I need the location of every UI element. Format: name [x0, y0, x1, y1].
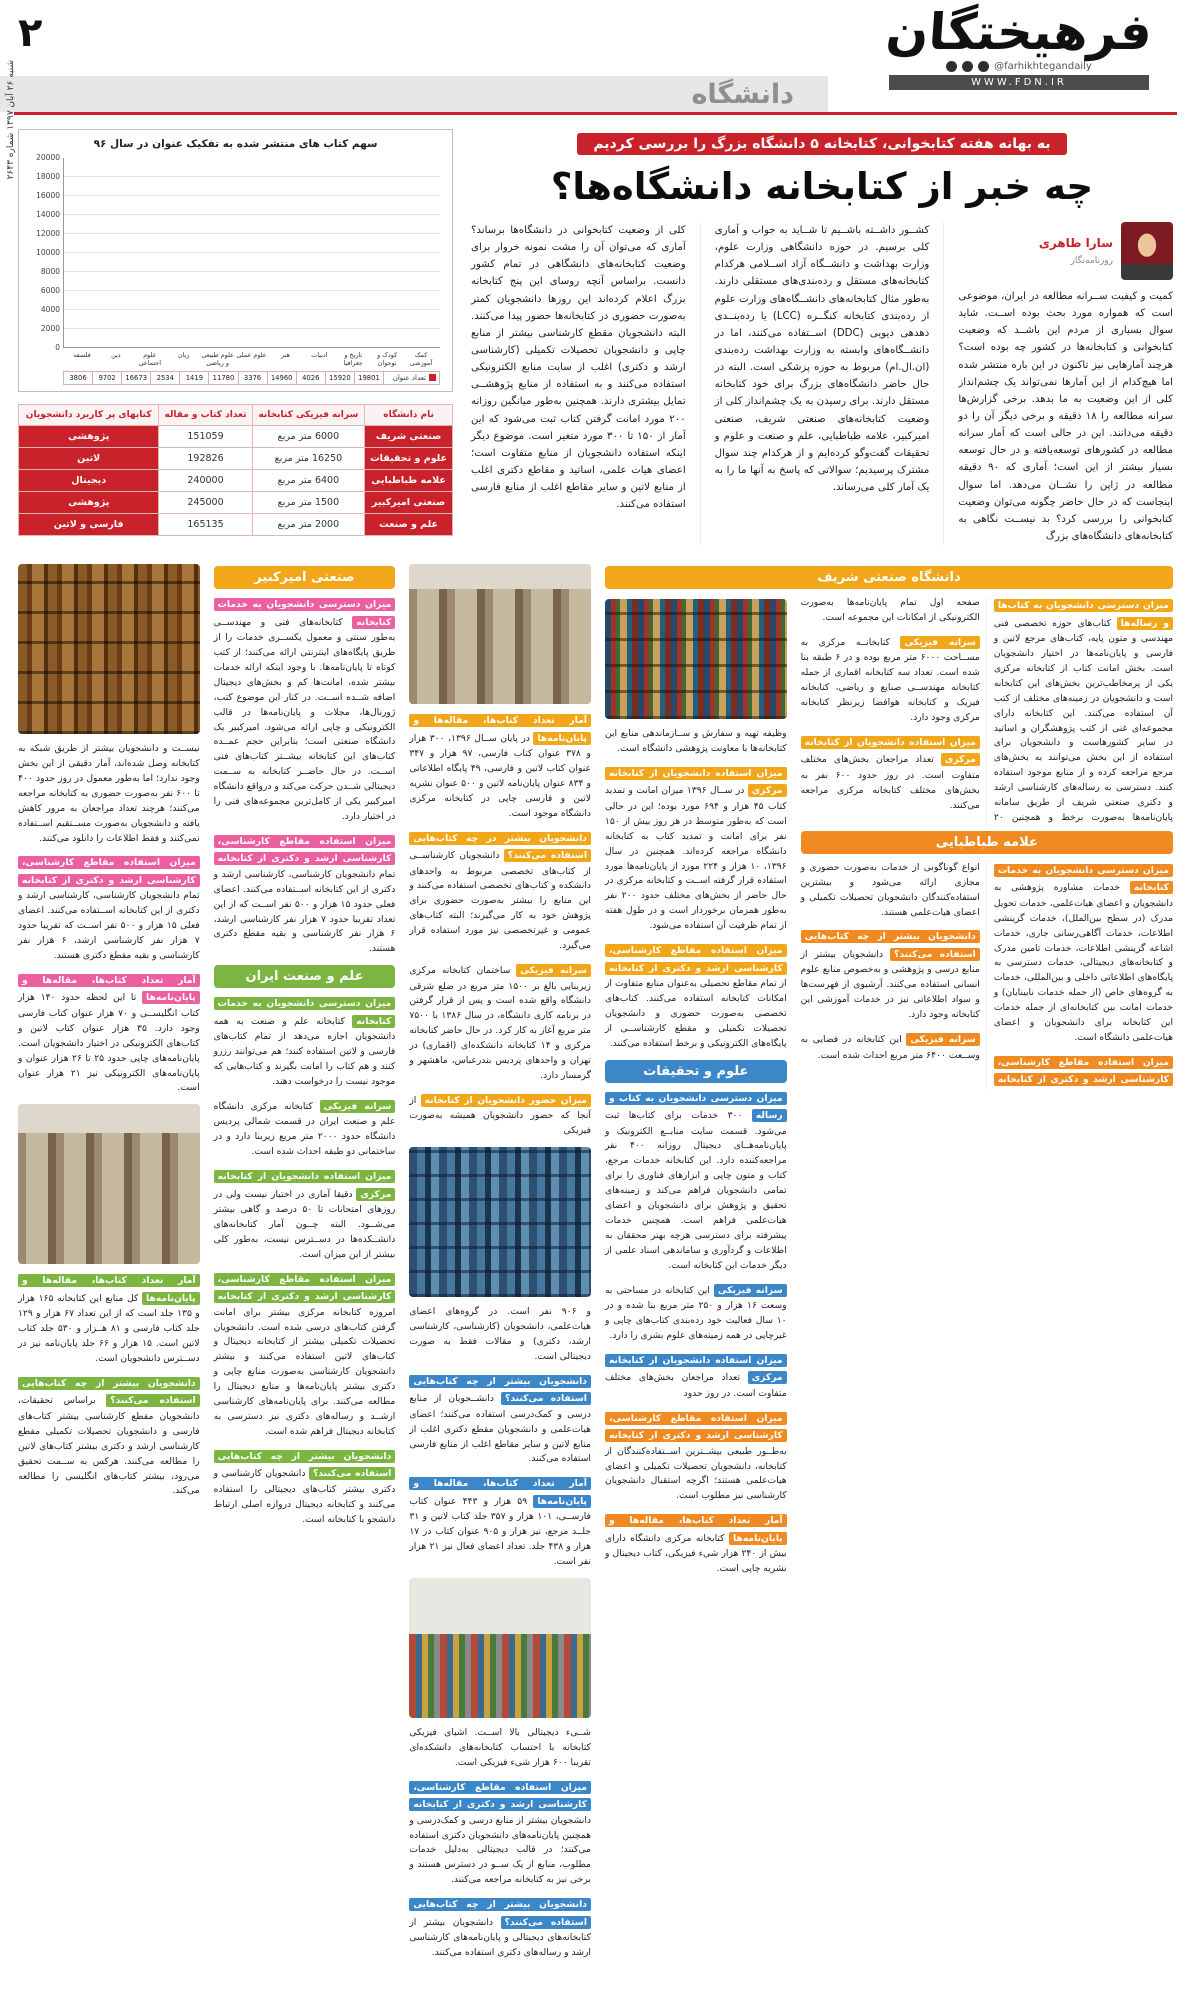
author-block [958, 222, 1173, 280]
page-number: ۲ [18, 10, 43, 56]
section-header: علم و صنعت ایران [214, 965, 396, 988]
table-cell: صنعتی شریف [365, 425, 453, 447]
y-tick-label: 4000 [40, 305, 60, 314]
x-category-label: ادبیات [311, 351, 328, 359]
date-line: شنبه ۲۶ آبان ۱۳۹۷ شماره ۲۶۴۳ [6, 60, 16, 180]
x-category-label: علوم اجتماعی [138, 351, 162, 368]
section-header-sharif: دانشگاه صنعتی شریف [605, 566, 1173, 589]
body-text: میزان استفاده مقاطع کارشناسی، کارشناسی ارشد و دکتری از کتابخانه دانشجویان بیشتر از منابع درسی و کمک‌درسی و همچنین پایان‌نامه‌های دانشجویان دکتری استفاده می‌کنند؛ در قالب دیجیتالی به‌دلیل خدمات مطلوب، منابع از یک ســو در دسترس هستند و برخی نیز به کتابخانه مراجعه می‌کنند. [409, 1781, 591, 1886]
body-text: آمار تعداد کتاب‌ها، مقاله‌ها و پایان‌نامه‌ها تا این لحظه حدود ۱۴۰ هزار کتاب انگلیســی و ۷۰ هزار عنوان کتاب فارسی وجود دارد. ۳۵ هزار عنوان کتاب لاتین و کتاب‌های الکترونیکی در اختیار دانشجویان است. پایان‌نامه‌های چاپی حدود ۲۵ تا ۲۶ هزار عنوان و پایان‌نامه‌های الکترونیکی نیز ۲۱ هزار عنوان است. [18, 974, 200, 1094]
chart-area [36, 153, 440, 385]
x-category-label: علوم طبیعی و ریاضی [201, 351, 234, 368]
subsection-label: سرانه فیزیکی [516, 964, 591, 977]
table-body [19, 425, 453, 535]
col-header-count: تعداد کتاب و مقاله [159, 404, 252, 425]
bar-value: 19801 [354, 372, 383, 384]
body-text: دانشجویان بیشتر از چه کتاب‌هایی استفاده می‌کنند؟ دانشجویان بیشتر از کتابخانه‌های دیجیتالی و پایان‌نامه‌های کارشناسی ارشد و رساله‌های دکتری استفاده می‌کنند. [409, 1899, 591, 1959]
body-text: سرانه فیزیکی کتابخانه مرکزی دانشگاه علم و صنعت ایران در قسمت شمالی پردیس دانشگاه حدود ۲۰۰۰ متر مربع زیربنا دارد و در ساختمانی دو طبقه احداث شده است. [213, 1100, 396, 1158]
body-text: دانشجویان بیشتر از چه کتاب‌هایی استفاده می‌کنند؟ براساس تحقیقات، دانشجویان مقطع کارشناسی بیشتر کتاب‌های فارسی و دانشجویان تحصیلات تکمیلی مقطع کارشناسی ارشد و دکتری بیشتر کتاب‌های لاتین را مطالعه می‌کنند. هرکس به ســمت تحقیق می‌رود، بیشتر کتاب‌های انگلیسی را مطالعه می‌کند. [18, 1377, 200, 1497]
lead-column-3 [471, 222, 701, 545]
library-photo [18, 564, 200, 734]
body-text: آمار تعداد کتاب‌ها، مقاله‌ها و پایان‌نامه‌ها کل منابع این کتابخانه ۱۶۵ هزار و ۱۳۵ جلد است که از این تعداد ۶۷ هزار و ۱۲۹ جلد کتاب فارسی و ۸۱ هــزار و ۵۳۰ جلد کتاب لاتین است. ۱۵ هزار و ۶۶ جلد پایان‌نامه نیز در دســترس دانشجویان است. [18, 1275, 200, 1365]
body-text: میزان استفاده مقاطع کارشناسی، کارشناسی ارشد و دکتری از کتابخانه امروزه کتابخانه مرکزی بیشتر برای امانت گرفتن کتاب‌های درسی شده است. دانشجویان تحصیلات تکمیلی بیشتر از کتابخانه دیجیتال و کتاب‌های لاتین استفاده می‌کنند و بیشتر دانشجویان کارشناسی به‌صورت منابع چاپی و دکتری بیشتر پایان‌نامه‌ها و منابع دیجیتال را مطالعه می‌کنند. برای پایان‌نامه‌های کارشناسی ارشــد و رساله‌های دکتری نیز دسترسی به کتابخانه دیجیتال فراهم شده است. [213, 1273, 396, 1437]
bar-value: 11780 [208, 372, 237, 384]
chart-values-row [63, 371, 440, 385]
body-text: میزان استفاده مقاطع کارشناسی، کارشناسی ارشد و دکتری از کتابخانه به‌طــور طبیعی بیشــترین اســتفاده‌کنندگان از کتابخانه، دانشجویان تحصیلات تکمیلی و اعضای هیات‌علمی هستند؛ اگرچه استقبال دانشجویان کارشناسی نیز مطلوب است. [604, 1412, 787, 1502]
y-tick-label: 0 [55, 343, 60, 352]
y-tick-label: 18000 [36, 172, 60, 181]
board-column-1 [801, 596, 1173, 1969]
x-category-label: فلسفه [73, 351, 91, 359]
x-category-label: علوم عملی [236, 351, 267, 359]
bar-value: 2534 [150, 372, 179, 384]
subsection-label: میزان استفاده مقاطع کارشناسی، کارشناسی ارشد و دکتری از کتابخانه [409, 1781, 591, 1811]
table-cell: 192826 [159, 447, 252, 469]
table-row [19, 491, 453, 513]
legend-swatch-icon [429, 374, 436, 381]
subsection-label: میزان استفاده دانشجویان از کتابخانه مرکزی [214, 1170, 396, 1200]
body-text: میزان استفاده دانشجویان از کتابخانه مرکزی دقیقا آماری در اختیار نیست ولی در روزهای امتحانات تا ۵۰ درصد و گاهی بیشتر می‌شــود. البته چــون آمار کتابخانه‌های دانشــکده‌ها در دســترس نیست، به‌طور کلی بیشتر از این میزان است. [213, 1171, 396, 1260]
bar-value: 3806 [63, 372, 92, 384]
chart-x-labels [63, 348, 440, 369]
lead-columns [471, 222, 1173, 545]
body-text: میزان استفاده مقاطع کارشناسی، کارشناسی ارشد و دکتری از کتابخانه تمام دانشجویان کارشناسی، کارشناسی ارشد و دکتری از این کتابخانه اســتفاده می‌کنند. اعضای فعلی حدود ۱۵ هزار و ۵۰۰ نفر اســت که از این تعداد تقریبا حدود ۷ هزار نفر کارشناسی ارشد، ۶ هزار نفر کارشناسی و بقیه مقطع دکتری هستند. [213, 835, 396, 955]
subsection-label: میزان دسترسی دانشجویان به خدمات کتابخانه [214, 598, 396, 628]
subsection-label: میزان استفاده دانشجویان از کتابخانه مرکزی [605, 1354, 787, 1384]
body-text: آمار تعداد کتاب‌ها، مقاله‌ها و پایان‌نامه‌ها کتابخانه مرکزی دانشگاه دارای بیش از ۲۴۰ هزار شیء فیزیکی، کتاب دیجیتال و نشریه چاپی است. [604, 1515, 787, 1575]
text-group [801, 861, 1173, 1089]
table-cell: 151059 [159, 425, 252, 447]
body-text: میزان دسترسی دانشجویان به کتاب و رساله ۳۰۰ خدمات برای کتاب‌ها ثبت می‌شود. قسمت سایت منابــع الکترونیک و پایان‌نامه‌هــای دیجیتال روزانه ۴۰۰ نفر مراجعه‌کننده دارد. این کتابخانه خدمات مرجع، کتاب و متون چاپی و ابزارهای فناوری را برای تمامی دانشجویان فراهم می‌کند و زمینه‌های تحقیق و پژوهش برای دانشجویان و اعضای هیات‌علمی فراهم است. همچنین خدمات پیشرفته برای دسترسی هرچه بهتر محققان به اطلاعات و گردآوری و ساماندهی اسناد علمی از دیگر خدمات این کتابخانه است. [604, 1092, 787, 1271]
author-photo [1121, 222, 1173, 280]
table-cell: 165135 [159, 513, 252, 535]
body-text: آمار تعداد کتاب‌ها، مقاله‌ها و پایان‌نامه‌ها ۵۹ هزار و ۴۴۳ عنوان کتاب فارســی، ۱۰۱ هزار و ۳۵۷ جلد کتاب لاتین و ۳۱ جلــد مرجع، نیز هزار و ۹۰۵ عنوان کتاب در ۱۷ هزار و ۴۳۸ جلد. تعداد اعضای فعال نیز ۲۱ هزار نفر است. [409, 1478, 591, 1568]
y-tick-label: 6000 [40, 286, 60, 295]
body-text: سرانه فیزیکی کتابخانــه مرکزی به مســاحت ۶۰۰۰ متر مربع بوده و در ۶ طبقه بنا شده است. تعداد سه کتابخانه اقماری از جمله کتابخانه مهندســی صنایع و ریاضی، کتابخانه فیزیک و کتابخانه هوافضا زیرنظر کتابخانه مرکزی وجود دارد. [800, 636, 980, 724]
x-category-label: تاریخ و جغرافیا [343, 351, 363, 368]
col-header-area: سرانه فیزیکی کتابخانه [252, 404, 365, 425]
table-cell: 245000 [159, 491, 252, 513]
body-text: و ۹۰۶ نفر است. در گروه‌های اعضای هیات‌علمی، دانشجویان (کارشناسی، کارشناسی ارشد، دکتری) و مقالات فقط به صورت دیجیتالی است. [409, 1306, 591, 1362]
headline: چه خبر از کتابخانه دانشگاه‌ها؟ [550, 165, 1094, 208]
table-cell: 6000 متر مربع [252, 425, 365, 447]
instagram-icon [946, 61, 957, 72]
section-header: علوم و تحقیقات [605, 1060, 787, 1083]
body-text: میزان استفاده مقاطع کارشناسی، کارشناسی ارشد و دکتری از کتابخانه از تمام مقاطع تحصیلی به‌عنوان منابع متفاوت از امکانات کتابخانه استفاده می‌کنند. کتاب‌های تخصصی به‌صورت حضوری و دانشجویان تحصیلات تکمیلی و مقطع کارشناســی از پایگاه‌های الکترونیکی و برخط استفاده می‌کنند. [604, 945, 787, 1049]
subsection-label: دانشجویان بیشتر از چه کتاب‌هایی استفاده می‌کنند؟ [214, 1450, 396, 1480]
subsection-label: میزان استفاده مقاطع کارشناسی، کارشناسی ارشد و دکتری از کتابخانه [605, 1412, 787, 1442]
body-text: میزان استفاده دانشجویان از کتابخانه مرکزی در ســال ۱۳۹۶ میزان امانت و تمدید کتاب ۴۵ هزار و ۶۹۴ مورد بوده؛ این در حالی است که به‌طور متوسط در هر روز بیش از ۱۵۰ نفر برای امانت و تمدید کتاب به کتابخانه دانشگاه مراجعه کرده‌اند. همچنین در سال ۱۳۹۶، ۱۰ هزار و ۲۲۴ مورد از پایان‌نامه‌ها مورد استفاده قرار گرفته اســت و کتابخانه مرکزی در حال حاضر از بخش‌های مختلف حدود ۲۰۰ نفر به‌طور همزمان برخوردار است و در طول هفته از تمام ظرفیت آن استفاده می‌شود. [604, 767, 787, 932]
subsection-label: میزان دسترسی دانشجویان به خدمات کتابخانه [994, 864, 1173, 894]
author-role: روزنامه‌نگار [1070, 255, 1113, 266]
body-text: میزان استفاده دانشجویان از کتابخانه مرکزی تعداد مراجعان بخش‌های مختلف متفاوت است. در روز حدود [604, 1354, 787, 1399]
board-column-4 [214, 561, 396, 1969]
subsection-label: میزان استفاده مقاطع کارشناسی، کارشناسی ارشد و دکتری از کتابخانه [994, 1056, 1173, 1086]
table-cell: علم و صنعت [365, 513, 453, 535]
board-column-5 [18, 561, 200, 1969]
y-tick-label: 14000 [36, 210, 60, 219]
subsection-label: دانشجویان بیشتر از چه کتاب‌هایی استفاده می‌کنند؟ [409, 1375, 591, 1405]
body-text: دانشجویان بیشتر از چه کتاب‌هایی استفاده می‌کنند؟ دانشجویان بیشتر از منابع درسی و پژوهشی و به‌خصوص منابع علوم انسانی استفاده می‌کنند. آرشیوی از فهرست‌ها و سواد اطلاعاتی نیز در خدمات آموزشی این کتابخانه وجود دارد. [800, 931, 980, 1021]
bar-value: 14960 [267, 372, 296, 384]
text-group [801, 596, 1173, 826]
lead-infographics [18, 129, 453, 545]
y-tick-label: 8000 [40, 267, 60, 276]
social-handle: @farhikhtegandaily [994, 60, 1092, 72]
body-text: میزان دسترسی دانشجویان به کتاب‌ها و رساله‌ها کتاب‌های حوزه تخصصی فنی مهندسی و متون پایه، کتاب‌های مرجع لاتین و فارسی و پایان‌نامه‌ها در اختیار دانشجویان است. بخش امانت کتاب از کتابخانه مرکزی یکی از پرمخاطب‌ترین بخش‌های این کتابخانه است و دانشجویان در زمینه‌های مختلف از کتب آن استفاده می‌کنند. این کتابخانه دارای مجموعه‌ای غنی از کتب پژوهشگران و اساتید در سایر کشورهاست و دانشجویان برای استفاده از این بخش می‌توانند به بخش‌های مرجع مراجعه کرده و از منابع موجود استفاده کنند. دسترسی به رساله‌های کارشناسی ارشد و دکتری صنعتی شریف از طریق سامانه پایان‌نامه‌ها به‌صورت برخط و همچنین ۲۰ صفحه اول تمام پایان‌نامه‌ها به‌صورت الکترونیکی از امکانات این مجموعه است. [800, 597, 1173, 823]
subsection-label: سرانه فیزیکی [320, 1100, 396, 1113]
author-meta [1039, 233, 1113, 268]
bar-value: 1419 [179, 372, 208, 384]
table-row [19, 425, 453, 447]
subsection-label: دانشجویان بیشتر از چه کتاب‌هایی استفاده می‌کنند؟ [409, 1898, 591, 1928]
library-photo [409, 1147, 591, 1297]
chart-bars [64, 158, 440, 347]
subsection-label: آمار تعداد کتاب‌ها، مقاله‌ها و پایان‌نامه‌ها [409, 714, 591, 744]
table-cell: علوم و تحقیقات [365, 447, 453, 469]
body-text: دانشجویان بیشتر در چه کتاب‌هایی استفاده می‌کنند؟ دانشجویان کارشناســی از کتاب‌های تخصصی مربوط به واحدهای دانشکده و کتاب‌های تخصصی استفاده می‌کنند و این منابع را بیشتر به‌صورت حضوری برای پژوهش خود به کار می‌گیرند؛ البته کتاب‌های عمومی و غیرتخصصی نیز مورد استفاده قرار می‌گیرد. [409, 832, 591, 952]
bar-value: 16673 [121, 372, 150, 384]
bar-value: 15920 [325, 372, 354, 384]
subsection-label: آمار تعداد کتاب‌ها، مقاله‌ها و پایان‌نامه‌ها [409, 1477, 591, 1507]
table-cell: 2000 متر مربع [252, 513, 365, 535]
telegram-icon [962, 61, 973, 72]
body-text: میزان حضور دانشجویان از کتابخانه از آنجا که حضور دانشجویان همیشه به‌صورت فیزیکی [409, 1094, 591, 1137]
library-photo [18, 1104, 200, 1264]
x-category-label: هنر [281, 351, 290, 359]
lead-column-2 [715, 222, 945, 545]
social-row [869, 61, 1169, 72]
y-tick-label: 10000 [36, 248, 60, 257]
library-photo [605, 599, 787, 719]
x-category-label: کمک آموزشی [409, 351, 433, 368]
website-bar: WWW.FDN.IR [889, 75, 1149, 90]
y-tick-label: 20000 [36, 153, 60, 162]
table-cell: پژوهشی [19, 425, 159, 447]
subsection-label: میزان استفاده مقاطع کارشناسی، کارشناسی ارشد و دکتری از کتابخانه [605, 944, 787, 974]
kicker: به بهانه هفته کتابخوانی، کتابخانه ۵ دانشگاه بزرگ را بررسی کردیم [577, 133, 1066, 155]
subsection-label: میزان استفاده دانشجویان از کتابخانه مرکزی [801, 736, 980, 766]
section-title: دانشگاه [691, 78, 794, 110]
x-category-label: زبان [177, 351, 190, 359]
author-name: سارا طاهری [1038, 236, 1113, 251]
y-tick-label: 2000 [40, 324, 60, 333]
subsection-label: میزان استفاده دانشجویان از کتابخانه مرکزی [605, 767, 787, 797]
x-category-label: دین [111, 351, 121, 359]
x-category-label: کودک و نوجوان [377, 351, 398, 368]
masthead [869, 3, 1169, 90]
table-row [19, 447, 453, 469]
subsection-label: میزان استفاده مقاطع کارشناسی، کارشناسی ارشد و دکتری از کتابخانه [214, 1273, 396, 1303]
table-row [19, 469, 453, 491]
bar-value: 3376 [238, 372, 267, 384]
lead-column-1 [958, 222, 1173, 545]
section-band [0, 76, 828, 112]
universities-table [18, 404, 453, 536]
chart-legend [383, 372, 439, 384]
table-cell: علامه طباطبایی [365, 469, 453, 491]
table-cell: فارسی و لاتین [19, 513, 159, 535]
table-head [19, 404, 453, 425]
body-text: آمار تعداد کتاب‌ها، مقاله‌ها و پایان‌نامه‌ها در پایان ســال ۱۳۹۶، ۳۰۰ هزار و ۳۷۸ عنوان کتاب فارسی، ۹۷ هزار و ۳۴۷ عنوان کتاب لاتین و فارسی، ۴۹ پایگاه اطلاعاتی و ۸۳۴ عنوان پایان‌نامه لاتین و ۵۰۰ عنوان نشریه لاتین و فارسی چاپی در کتابخانه مرکزی دانشگاه موجود است. [409, 715, 591, 819]
board-column-3 [409, 561, 591, 1969]
newspaper-logo: فرهیختگان [884, 3, 1154, 61]
y-tick-label: 12000 [36, 229, 60, 238]
bar-value: 4026 [296, 372, 325, 384]
subsection-label: میزان دسترسی دانشجویان به کتاب و رساله [605, 1092, 787, 1122]
body-text: کلی از وضعیت کتابخوانی در دانشگاه‌ها برساند؟ آماری که می‌توان آن را مشت نمونه خروار برای وضعیت کتابخانه‌های دانشگاهی در تمام کشور دانست. براساس آنچه روسای این پنج کتابخانه بزرگ اعلام کرده‌اند این روزها دانشجویان کمتر به‌صورت حضوری در کتابخانه‌ها حضور پیدا می‌کنند. البته دانشجویان مقطع کارشناسی بیشتر از منابع چاپی و دانشجویان تحصیلات تکمیلی (کارشناسی ارشد و دکتری) اغلب از سایت منابع الکترونیکی استفاده می‌کنند و به استفاده از منابع پژوهشــی تمایل بیشتری دارند. همچنین به‌طور میانگین روزانه ۲۰۰ مورد امانت گرفتن کتاب ثبت می‌شود که این آمار از ۱۵۰ تا ۳۰۰ مورد متغیر است. موضوع دیگر اینکه استفاده دانشجویان از منابع متفاوت است؛ اعضای هیات علمی، اساتید و مقاطع دکتری اغلب از منابع لاتین و سایر مقاطع اغلب از منابع فارسی استفاده می‌کنند. [470, 225, 686, 511]
body-text: دانشجویان بیشتر از چه کتاب‌هایی استفاده می‌کنند؟ دانشجویان کارشناسی و دکتری بیشتر کتاب‌های دیجیتالی را استفاده می‌کنند و کتابخانه دیجیتال دروازه اصلی ارتباط دانشجو با کتابخانه است. [213, 1450, 396, 1525]
chart-title: سهم کتاب های منتشر شده به تفکیک عنوان در سال ۹۶ [93, 138, 378, 150]
body-text: میزان دسترسی دانشجویان به خدمات کتابخانه کتابخانه علم و صنعت به همه دانشجویان اجازه می‌دهد از تمام کتاب‌های فارسی و لاتین استفاده کنند؛ هم می‌توانند رزرو کنند و هم کتاب را امانت بگیرند و کتاب‌هایی که موجود نیست را درخواست دهند. [213, 998, 396, 1087]
subsection-label: سرانه فیزیکی [906, 1033, 979, 1046]
body-text: نیســت و دانشجویان بیشتر از طریق شبکه به کتابخانه وصل شده‌اند، آمار دقیقی از این بخش وجود ندارد؛ اما به‌طور معمول در روز حدود ۴۰۰ تا ۶۰۰ نفر به‌صورت حضوری به کتابخانه مراجعه می‌کنند؛ هرچند تعداد مراجعان به مرور کاهش یافته و دانشجویان به‌صورت مســتقیم اســتفاده نمی‌کنند و فقط اطلاعات را دانلود می‌کنند. [18, 743, 200, 844]
subsection-label: سرانه فیزیکی [900, 636, 979, 649]
table-cell: لاتین [19, 447, 159, 469]
library-photo [409, 564, 591, 704]
table-cell: 1500 متر مربع [252, 491, 365, 513]
body-text: میزان استفاده دانشجویان از کتابخانه مرکزی تعداد مراجعان بخش‌های مختلف متفاوت است. در روز حدود ۶۰۰ نفر به بخش‌های مختلف کتابخانه مرکزی مراجعه می‌کنند. [800, 736, 980, 811]
section-header: صنعتی امیرکبیر [214, 566, 396, 589]
table-cell: 6400 متر مربع [252, 469, 365, 491]
table-row [19, 513, 453, 535]
table-cell: 16250 متر مربع [252, 447, 365, 469]
table-cell: 240000 [159, 469, 252, 491]
body-text: وظیفه تهیه و سفارش و ســازماندهی منابع این کتابخانه‌ها با معاونت پژوهشی دانشگاه است. [604, 728, 787, 755]
body-text: سرانه فیزیکی این کتابخانه در فضایی به وســعت ۶۴۰۰ متر مربع احداث شده است. [800, 1034, 980, 1061]
subsection-label: آمار تعداد کتاب‌ها، مقاله‌ها و پایان‌نامه‌ها [605, 1514, 787, 1544]
subsection-label: دانشجویان بیشتر در چه کتاب‌هایی استفاده می‌کنند؟ [409, 832, 591, 862]
lead-text-area [471, 129, 1173, 545]
body-text: میزان استفاده مقاطع کارشناسی، کارشناسی ارشد و دکتری از کتابخانه تمام دانشجویان کارشناسی، کارشناسی ارشد و دکتری از این کتابخانه اســتفاده می‌کنند. اعضای فعلی ۱۵ هزار و ۵۰۰ نفر اســت که تقریبا حدود ۷ هزار نفر کارشناسی ارشد، ۶ هزار نفر کارشناسی و بقیه مقطع دکتری هستند. [18, 857, 200, 962]
body-text: سرانه فیزیکی ساختمان کتابخانه مرکزی زیربنایی بالغ بر ۱۵۰۰ متر مربع در ضلع شرقی دانشگاه واقع شده است و پس از قرار گرفتن در برنامه کاری دانشگاه، در سال ۱۳۸۶ با ۷۵۰۰ متر مربع آغاز به کار کرد. در حال حاضر کتابخانه مرکزی و ۱۴ کتابخانه دانشکده‌ای (اقماری) در تهران و واحدهای پردیس بندرعباس، ماهشهر و گرمسار دارد. [409, 965, 591, 1081]
books-chart [18, 129, 453, 392]
body-text: میزان دسترسی دانشجویان به خدمات کتابخانه کتابخانه‌های فنی و مهندســی به‌طور سنتی و معمول یکســری خدمات را از طریق پایگاه‌های اینترنتی ارائه می‌کنند؛ از کتب کوتاه تا پایان‌نامه‌ها. با وجود اینکه ارائه خدمات بیشتر شده، امانت‌ها کم و بخش‌های دیجیتال اضافه شــده اســت. در کنار این موضوع کتب، ژورنال‌ها، مجلات و پایان‌نامه‌ها در قالب الکترونیکی و چاپی ارائه می‌شود. امیرکبیر یک دانشگاه صنعتی است؛ بنابراین حجم عمــده کتاب‌های این کتابخانه بیشــتر کتاب‌های فنی اســت. در حال حاضــر کتابخانه به ســمت دیجیتالی شــدن حرکت می‌کند و درواقع دانشگاه امیرکبیر یکی از کامل‌ترین مجموعه‌های فنی را در اختیار دارد. [213, 599, 396, 822]
chart-y-axis [28, 153, 60, 352]
bar-value: 9702 [92, 372, 121, 384]
library-photo [409, 1578, 591, 1718]
board-column-2 [605, 596, 787, 1969]
chart-plot [36, 153, 440, 352]
subsection-label: میزان دسترسی دانشجویان به خدمات کتابخانه [214, 997, 396, 1027]
col-header-favorite: کتابهای پر کاربرد دانشجویان [19, 404, 159, 425]
table-cell: صنعتی امیرکبیر [365, 491, 453, 513]
subsection-label: آمار تعداد کتاب‌ها، مقاله‌ها و پایان‌نامه‌ها [18, 974, 200, 1004]
subsection-label: میزان استفاده مقاطع کارشناسی، کارشناسی ارشد و دکتری از کتابخانه [18, 856, 200, 886]
legend-label: تعداد عنوان [392, 373, 426, 382]
kicker-row [471, 133, 1173, 155]
y-tick-label: 16000 [36, 191, 60, 200]
subsection-label: میزان دسترسی دانشجویان به کتاب‌ها و رساله‌ها [994, 599, 1173, 629]
col-header-university: نام دانشگاه [365, 404, 453, 425]
section-header: علامه طباطبایی [801, 831, 1173, 854]
body-text: کشــور داشــته باشــیم تا شــاید به جواب و آماری کلی برسیم. در حوزه دانشگاهی وزارت علوم، وزارت بهداشت و دانشــگاه آزاد اســلامی هرکدام کتابخانه‌های مستقل و رده‌بندی‌های مستقلی دارند. به‌طور مثال کتابخانه‌های دانشــگاه‌های وزارت علوم از رده‌بندی کتابخانه کنگــره (LCC) یا رده‌بنــدی دهدهی دیویی (DDC) اســتفاده می‌کنند، اما در دانشــگاه‌های وابسته به وزارت بهداشت رده‌بندی (ان.ال.ام) مربوط به حوزه پزشکی است. البته در حال حاضر دانشگاه‌های بزرگ برای خود کتابخانه مستقل دارند. برای رسیدن به یک چشم‌انداز کلی از وضعیت کتابخانه‌های صنعتی شریف، صنعتی امیرکبیر، علامه طباطبایی، علم و صنعت و علوم و تحقیقات گفت‌وگو کرده‌ایم و از هرکدام چند سوال مشترک پرسیدیم؛ سوالاتی که پاسخ به آنها ما را به یک آمار کلی می‌رساند. [714, 225, 930, 494]
body-text: دانشجویان بیشتر از چه کتاب‌هایی استفاده می‌کنند؟ دانشــجویان از منابع درسی و کمک‌درسی استفاده می‌کنند؛ اعضای هیات‌علمی و دانشجویان مقطع دکتری اغلب از منابع لاتین و سایر مقاطع اغلب از منابع فارسی استفاده می‌کنند. [409, 1375, 591, 1465]
subsection-label: آمار تعداد کتاب‌ها، مقاله‌ها و پایان‌نامه‌ها [18, 1274, 200, 1304]
twitter-icon [978, 61, 989, 72]
table-cell: دیجیتال [19, 469, 159, 491]
subsection-label: سرانه فیزیکی [714, 1284, 787, 1297]
sections-board [0, 553, 1191, 1995]
subsection-label: میزان حضور دانشجویان از کتابخانه [421, 1094, 591, 1107]
body-text: کمیت و کیفیت ســرانه مطالعه در ایران، موضوعی است که همواره مورد بحث بوده اســت. شاید سوال بسیاری از مردم این باشــد که وضعیت کتابخوانی و کتابخانه‌ها در کشور چه بوده است؟ هرچند آمارهایی نیز تاکنون در این باره منتشر شده اما هیچ‌کدام از این آمارها نمی‌تواند یک چشم‌انداز کلی از این وضعیت به ما بدهد. برخی گزارش‌ها سرانه مطالعه را ۱۸ دقیقه و برخی دیگر آن را دو دقیقه می‌دانند. این در حالی است که آمار سرانه مطالعه در کشورهای توسعه‌یافته و در حال توسعه بسیار بیشتر از این است؛ آماری که ۹۰ دقیقه مطالعه در ژاپن را نشــان می‌دهد. اما سوال اینجاست که در حال حاضر چگونه می‌توان وضعیت کتابخوانی را بررسی کرد؟ بد نیســت نگاهی به کتابخانه‌های دانشگاه‌های بزرگ [958, 291, 1173, 542]
body-text: میزان دسترسی دانشجویان به خدمات کتابخانه خدمات مشاوره پژوهشی به دانشجویان و اعضای هیات‌علمی، خدمات تحویل مدرک (در سطح بین‌الملل)، خدمات گزینشی اطلاعات، خدمات آگاهی‌رسانی جاری، خدمات اشاعه گزینشی اطلاعات، خدمات تامین مدرک و کتابخانه‌های دیجیتالی، خدمات دسترسی به پایگاه‌های اطلاعاتی داخلی و بین‌المللی، خدمات به گروه‌های خاص (از جمله خدمات نابینایان) و خدمات امانت بین کتابخانه‌ای از جمله خدمات این کتابخانه برای دانشجویان و اعضای هیات‌علمی دانشگاه است. [993, 864, 1173, 1043]
subsection-label: دانشجویان بیشتر از چه کتاب‌هایی استفاده می‌کنند؟ [18, 1377, 200, 1407]
body-text: میزان استفاده مقاطع کارشناسی، کارشناسی ارشد و دکتری از کتابخانه انواع گوناگونی از خدمات به‌صورت حضوری و مجازی ارائه می‌شود و بیشترین استفاده‌کنندگان دانشجویان تحصیلات تکمیلی و اعضای هیات‌علمی هستند. [801, 861, 1173, 1089]
lead-article [0, 115, 1191, 553]
body-text: سرانه فیزیکی این کتابخانه در مساحتی به وسعت ۱۶ هزار و ۲۵۰ متر مربع بنا شده و در ۱۰ سال فعالیت خود رده‌بندی کتاب‌های چاپی و غیرچاپی در همه زمینه‌های علوم بشری را دارد. [604, 1284, 787, 1341]
body-text: شــیء دیجیتالی بالا اســت. اشیای فیزیکی کتابخانه با احتساب کتابخانه‌های دانشکده‌ای تقریبا ۶۰۰ هزار شیء فیزیکی است. [409, 1726, 591, 1768]
subsection-label: دانشجویان بیشتر از چه کتاب‌هایی استفاده می‌کنند؟ [801, 930, 980, 960]
subsection-label: میزان استفاده مقاطع کارشناسی، کارشناسی ارشد و دکتری از کتابخانه [214, 835, 396, 865]
table-cell: پژوهشی [19, 491, 159, 513]
